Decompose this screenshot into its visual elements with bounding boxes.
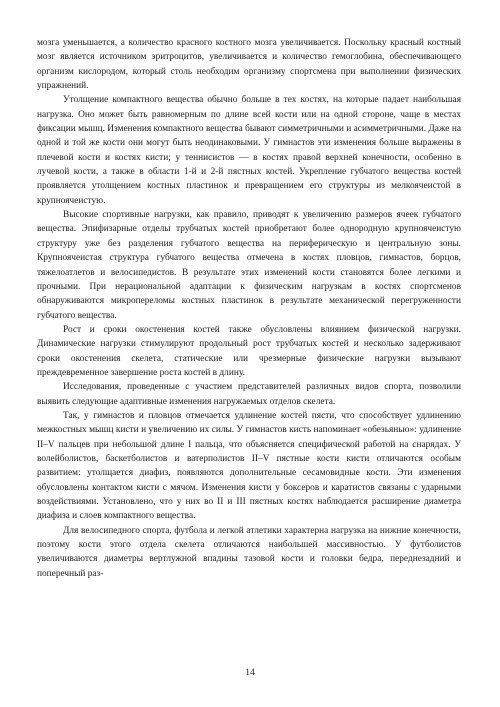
paragraph-7: Для велосипедного спорта, футбола и легкой атлетики характерна нагрузка на нижние конечности, поэтому кости этого отдела скелета отличаются наибольшей массивностью. У футболистов увеличиваются диаметры вертлужной впадины тазовой кости и головки бедра, переднезадний и поперечный раз- <box>37 525 461 579</box>
paragraph-5: Исследования, проведенные с участием представителей различных видов спорта, позволили выявить следующие адаптивные изменения нагружаемых отделов скелета. <box>37 382 461 407</box>
paragraph-3: Высокие спортивные нагрузки, как правило, приводят к увеличению размеров ячеек губчатого вещества. Эпифизарные отделы трубчатых костей приобретают более однородную крупноячеистую структуру уже без разделения губчатого вещества на периферическую и центральную зоны. Крупноячеистая структура губчатого вещества отмечена в костях пловцов, гимнастов, борцов, тяжелоатлетов и велосипедистов. В результате этих изменений кости становятся более легкими и прочными. При нерациональной адаптации к физическим нагрузкам в костях спортсменов обнаруживаются микропереломы костных пластинок в результате механической перегруженности губчатого вещества. <box>37 210 461 321</box>
paragraph-2: Утолщение компактного вещества обычно больше в тех костях, на которые падает наибольшая нагрузка. Оно может быть равномерным по длине всей кости или на одной стороне, чаще в местах фиксации мышц. Изменения компактного вещества бывают симметричными и асимметричными. Даже на одной и той же кости они могут быть неодинаковыми. У гимнастов эти изменения больше выражены в плечевой кости и костях кисти; у теннисистов — в костях правой верхней конечности, особенно в лучевой кости, а также в области 1-й и 2-й пястных костей. Укрепление губчатого вещества костей проявляется утолщением костных пластинок и превращением его структуры из мелкоячеистой в крупноячеистую. <box>37 95 461 206</box>
page-number: 14 <box>245 668 255 678</box>
paragraph-6: Так, у гимнастов и пловцов отмечается удлинение костей пясти, что способствует удлинению межкостных мышц кисти и увеличению их силы. У гимнастов кисть напоминает «обезьянью»: удлинение II–V пальцев при небольшой длине I пальца, что объясняется специфической работой на снарядах. У волейболистов, баскетболистов и ватерполистов II–V пястные кости кисти отличаются особым развитием: утолщается диафиз, появляются дополнительные сесамовидные кости. Эти изменения обусловлены контактом кисти с мячом. Изменения кисти у боксеров и каратистов связаны с ударными воздействиями. Установлено, что у них во II и III пястных костях наблюдается расширение диаметра диафиза и слоев компактного вещества. <box>37 410 461 522</box>
paragraph-1: мозга уменьшается, а количество красного костного мозга увеличивается. Поскольку красный костный мозг является источником эритроцитов, увеличивается и количество гемоглобина, обеспечивающего организм кислородом, который столь необходим организму спортсмена при выполнении физических упражнений. <box>37 38 461 92</box>
paragraph-4: Рост и сроки окостенения костей также обусловлены влиянием физической нагрузки. Динамические нагрузки стимулируют продольный рост трубчатых костей и несколько задерживают сроки окостенения скелета, статические или чрезмерные физические нагрузки вызывают преждевременное завершение роста костей в длину. <box>37 324 461 378</box>
page-body <box>37 36 461 581</box>
